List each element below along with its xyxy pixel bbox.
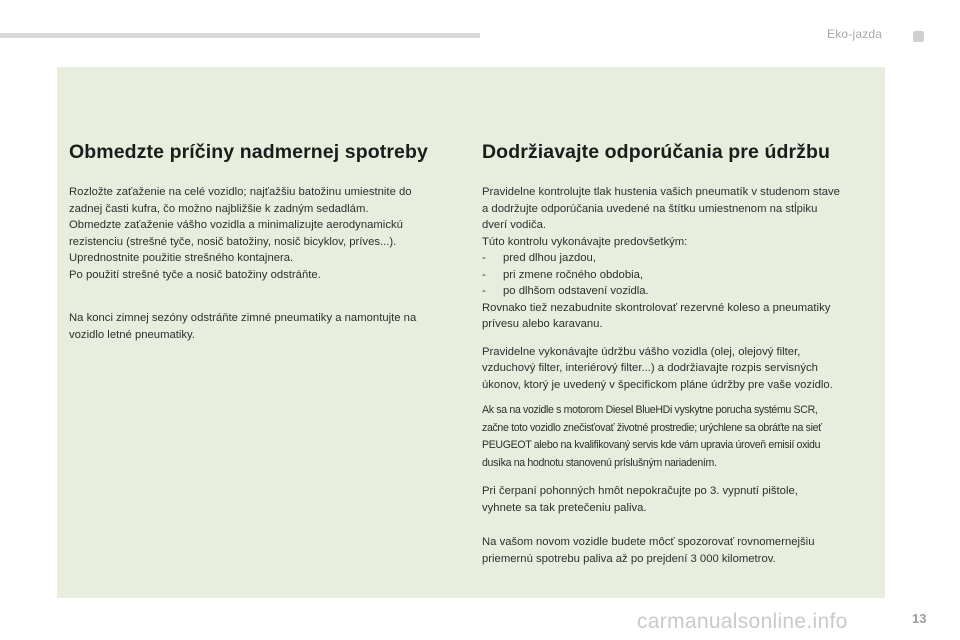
left-paragraph-2 — [69, 310, 449, 343]
text-line: Rovnako tiež nezabudnite skontrolovať rezervné koleso a pneumatiky — [482, 301, 831, 314]
text-line: Po použití strešné tyče a nosič batožiny odstráňte. — [69, 268, 321, 281]
text-line: Obmedzte zaťaženie vášho vozidla a minimalizujte aerodynamickú — [69, 219, 403, 231]
left-paragraph-1 — [69, 184, 449, 283]
list-item — [482, 267, 874, 284]
text-line: zadnej časti kufra, čo možno najbližšie k zadným sedadlám. — [69, 202, 369, 215]
text-line: úkonov, ktorý je uvedený v špecifickom pláne údržby pre vaše vozidlo. — [482, 378, 833, 391]
text-line: vozidlo letné pneumatiky. — [69, 328, 196, 341]
refuelling-paragraph — [482, 483, 874, 516]
text-line: dverí vodiča. — [482, 219, 547, 231]
list-item — [482, 283, 874, 300]
page-number: 13 — [912, 611, 927, 626]
list-dash: - — [482, 252, 486, 264]
list-dash: - — [482, 268, 486, 281]
list-item — [482, 250, 874, 267]
text-line: Pri čerpaní pohonných hmôt nepokračujte po 3. vypnutí pištole, — [482, 485, 798, 498]
text-line: rezistenciu (strešné tyče, nosič batožiny, nosič bicyklov, príves...). — [69, 235, 397, 248]
text-line: dusíka na hodnotu stanovenú príslušným nariadením. — [482, 456, 717, 469]
right-column — [482, 141, 874, 567]
text-line: Túto kontrolu vykonávajte predovšetkým: — [482, 235, 688, 248]
list-item-text: po dlhšom odstavení vozidla. — [503, 285, 649, 297]
text-line: vzduchový filter, interiérový filter...) a dodržiavajte rozpis servisných — [482, 362, 818, 374]
section-label: Eko-jazda — [827, 27, 883, 41]
left-heading: Obmedzte príčiny nadmernej spotreby — [69, 141, 428, 163]
maintenance-paragraph — [482, 344, 874, 394]
right-heading: Dodržiavajte odporúčania pre údržbu — [482, 141, 831, 163]
text-line: priemernú spotrebu paliva až po prejdení 3 000 kilometrov. — [482, 552, 776, 565]
text-line: Uprednostnite použitie strešného kontajnera. — [69, 252, 294, 264]
scr-warning-paragraph — [482, 402, 874, 472]
text-line: Rozložte zaťaženie na celé vozidlo; najťažšiu batožinu umiestnite do — [69, 186, 412, 198]
text-line: prívesu alebo karavanu. — [482, 318, 603, 330]
tire-pressure-paragraph — [482, 184, 874, 333]
new-vehicle-paragraph — [482, 534, 874, 567]
text-line: Ak sa na vozidle s motorom Diesel BlueHDi vyskytne porucha systému SCR, — [482, 404, 818, 416]
header-rule — [0, 33, 480, 38]
text-line: Pravidelne vykonávajte údržbu vášho vozidla (olej, olejový filter, — [482, 345, 801, 358]
text-line: Na vašom novom vozidle budete môcť spozorovať rovnomernejšiu — [482, 536, 815, 549]
text-line: PEUGEOT alebo na kvalifikovaný servis kde vám upravia úroveň emisií oxidu — [482, 439, 821, 452]
content-panel — [57, 67, 885, 598]
list-dash: - — [482, 285, 486, 297]
list-item-text: pri zmene ročného obdobia, — [503, 268, 644, 281]
text-line: začne toto vozidlo znečisťovať životné prostredie; urýchlene sa obráťte na sieť — [482, 421, 822, 434]
list-item-text: pred dlhou jazdou, — [503, 252, 596, 264]
text-line: vyhnete sa tak pretečeniu paliva. — [482, 501, 647, 514]
corner-marker — [913, 31, 924, 42]
left-column — [69, 141, 449, 343]
text-line: a dodržujte odporúčania uvedené na štítku umiestnenom na stĺpiku — [482, 202, 818, 215]
text-line: Pravidelne kontrolujte tlak hustenia vašich pneumatík v studenom stave — [482, 186, 840, 198]
text-line: Na konci zimnej sezóny odstráňte zimné pneumatiky a namontujte na — [69, 312, 417, 324]
watermark-text: carmanualsonline.info — [637, 610, 848, 633]
